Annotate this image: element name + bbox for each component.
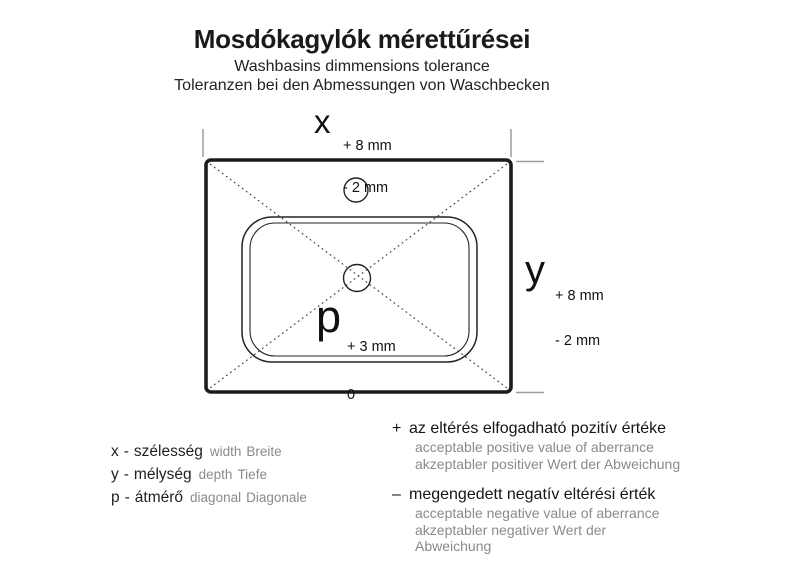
german-term: Diagonale — [246, 490, 307, 505]
x-tolerance-minus: - 2 mm — [343, 180, 389, 196]
legend-row-p — [111, 490, 307, 506]
dimension-y-tolerance — [555, 259, 604, 364]
x-tolerance-plus: + 8 mm — [343, 138, 392, 154]
dimension-p-tolerance — [347, 307, 396, 419]
hungarian-description: az eltérés elfogadható pozitív értéke — [409, 420, 667, 437]
legend-row-y — [111, 467, 307, 483]
dimension-x-symbol: x — [314, 103, 331, 140]
hungarian-term: mélység — [133, 466, 192, 483]
tolerance-item-negative — [392, 485, 700, 555]
english-term: diagonal — [190, 490, 242, 505]
hungarian-term: átmérő — [134, 489, 184, 506]
german-description: akzeptabler positiver Wert der Abweichung — [415, 455, 681, 472]
p-tolerance-minus: 0 — [347, 387, 356, 403]
symbol-letter: x — [111, 443, 119, 460]
german-term: Breite — [246, 444, 282, 459]
hungarian-description: megengedett negatív eltérési érték — [409, 486, 656, 503]
dimension-p-symbol: p — [316, 291, 342, 342]
english-description: acceptable positive value of aberrance — [415, 439, 654, 455]
symbol-legend — [111, 444, 307, 513]
symbol-letter: y — [111, 466, 119, 483]
subtitle-german: Toleranzen bei den Abmessungen von Waschbecken — [174, 77, 550, 94]
separator: - — [123, 466, 129, 483]
english-term: width — [209, 444, 242, 459]
hungarian-term: szélesség — [133, 443, 203, 460]
subtitle-english: Washbasins dimmensions tolerance — [234, 58, 490, 75]
tolerance-main-line — [392, 419, 700, 439]
dimension-x-tolerance — [343, 111, 392, 209]
separator: - — [123, 443, 129, 460]
tolerance-item-positive — [392, 419, 700, 472]
separator: - — [124, 489, 130, 506]
german-description-line1: akzeptabler negativer Wert der — [415, 521, 607, 538]
german-description-line2: Abweichung — [415, 538, 492, 554]
page-title: Mosdókagylók mérettűrései — [193, 24, 531, 54]
dimension-y-symbol: y — [525, 248, 545, 292]
english-description: acceptable negative value of aberrance — [415, 505, 660, 521]
tolerance-legend — [392, 419, 700, 568]
symbol-letter: p — [111, 489, 120, 506]
y-tolerance-plus: + 8 mm — [555, 288, 604, 304]
minus-bullet: – — [392, 486, 401, 503]
y-tolerance-minus: - 2 mm — [555, 333, 601, 349]
tolerance-main-line — [392, 485, 700, 505]
legend-row-x — [111, 444, 307, 460]
plus-bullet: + — [392, 420, 402, 437]
german-term: Tiefe — [237, 467, 267, 482]
p-tolerance-plus: + 3 mm — [347, 339, 396, 355]
english-term: depth — [198, 467, 233, 482]
drain-hole — [344, 265, 371, 292]
